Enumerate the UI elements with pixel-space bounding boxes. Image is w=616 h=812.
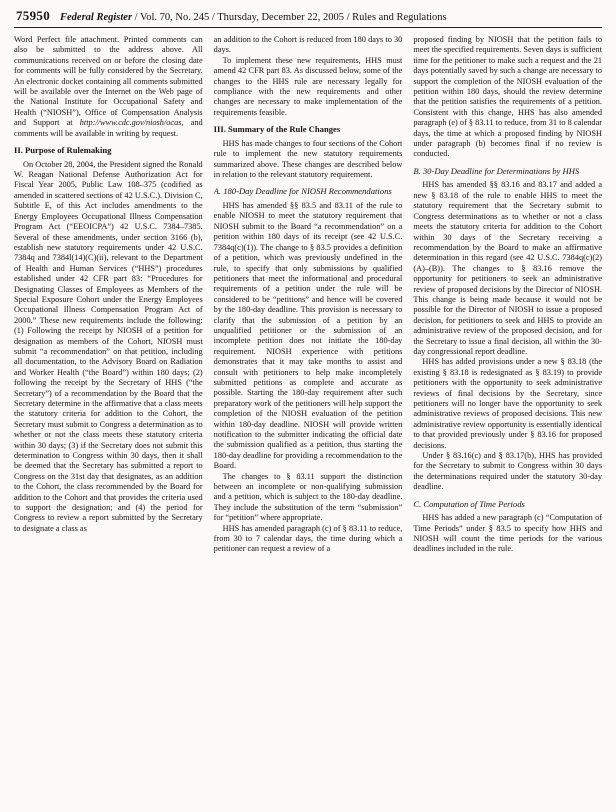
page-number: 75950	[16, 8, 50, 23]
column-1	[14, 35, 203, 812]
body-paragraph: HHS has added a new paragraph (c) “Computation of Time Periods” under § 83.5 to specify how HHS and NIOSH will count the time periods for the various deadlines included in the rule.	[413, 513, 602, 554]
section-heading: C. Computation of Time Periods	[413, 498, 525, 509]
section-heading: III. Summary of the Rule Changes	[213, 124, 341, 135]
body-paragraph: The changes to § 83.11 support the distinction between an incomplete or non-qualifying submission and a petition, which is subject to the 180-day deadline. They include the substitution of the term “submission” for “petition” where appropriate.	[213, 471, 403, 523]
body-paragraph: HHS has made changes to four sections of the Cohort rule to implement the new statutory requirements summarized above. These changes are described below in relation to the relevant statutory requirement.	[213, 138, 403, 180]
section-heading: B. 30-Day Deadline for Determinations by HHS	[413, 165, 580, 176]
body-paragraph: To implement these new requirements, HHS must amend 42 CFR part 83. As discussed below, some of the changes to the HHS rule are necessary legally for compliance with the new requirements and other changes are necessary to make implementation of the requirements feasible.	[213, 55, 403, 117]
body-paragraph: Under § 83.16(c) and § 83.17(b), HHS has provided for the Secretary to submit to Congress within 30 days the determinations required under the statutory 30-day deadline.	[413, 451, 602, 492]
body-paragraph: HHS has amended paragraph (c) of § 83.11 to reduce, from 30 to 7 calendar days, the time during which a petitioner can request a review of a	[213, 523, 403, 554]
column-3	[413, 35, 602, 812]
column-2	[214, 35, 403, 812]
journal-issue-info: / Vol. 70, No. 245 / Thursday, December 22, 2005 / Rules and Regulations	[132, 12, 447, 23]
header-rule	[14, 27, 602, 28]
body-paragraph: HHS has added provisions under a new § 83.18 (the existing § 83.18 is redesignated as § 83.19) to provide petitioners with the opportunity to seek administrative reviews of final decisions by the Secretary, since petitioners will no longer have the opportunity to seek administrative reviews of proposed decisions. This new administrative review opportunity is essentially identical to that provided previously under § 83.16 for proposed decisions.	[413, 357, 602, 450]
body-paragraph: HHS has amended §§ 83.5 and 83.11 of the rule to enable NIOSH to meet the statutory requirement that NIOSH submit to the Board “a recommendation” on a petition within 180 days of its receipt (see 42 U.S.C. 7384q(c)(1)). The change to § 83.5 provides a definition of a petition, which was previously undefined in the rule, to specify that only submissions by qualified petitioners that meet the informational and procedural requirements of a petition under the rule will be considered to be “petitions” and hence will be covered by the 180-day deadline. This provision is necessary to clarify that the submission of a petition by an unqualified petitioner or the submission of an incomplete petition does not initiate the 180-day requirement. NIOSH experience with petitions demonstrates that it may take months to assist and consult with petitioners to help make incompletely submitted petitions as complete and accurate as possible. Starting the 180-day requirement after such preparatory work of the petitioners will help support the completion of the NIOSH evaluation of the petition within 180-day deadline. NIOSH will provide written notification to the submitter indicating the official date the submission qualified as a petition, thus starting the 180-day deadline for providing a recommendation to the Board.	[213, 201, 403, 471]
section-heading: II. Purpose of Rulemaking	[14, 145, 112, 156]
body-paragraph: HHS has amended §§ 83.16 and 83.17 and added a new § 83.18 of the rule to enable HHS to meet the statutory requirement that the Secretary submit to Congress determinations as to whether or not a class meets the statutory criteria for addition to the Cohort within 30 days of the Secretary receiving a recommendation by the Board to make an affirmative determination in this regard (see 42 U.S.C. 7384q(c)(2)(A)–(B)). The changes to § 83.16 remove the opportunity for petitioners to seek an administrative review of proposed decisions by the Director of NIOSH. This change is being made because it would not be possible for the Director of NIOSH to issue a proposed decision, for petitioners to seek and HHS to provide an administrative review of the proposed decision, and for the Secretary to issue a final decision, all within the 30-day congressional report deadline.	[413, 180, 602, 356]
journal-title-line	[60, 12, 447, 23]
body-paragraph: proposed finding by NIOSH that the petition fails to meet the specified requirements. Seven days is sufficient time for the petitioner to make such a request and the 21 days potentially saved by such a change are necessary to support the completion of the NIOSH evaluation of the petition within 180 days, should the review determine that the petition satisfies the requirements of a petition. Consistent with this change, HHS has also amended paragraph (e) of § 83.11 to reduce, from 31 to 8 calendar days, the time at which a proposed finding by NIOSH under paragraph (b) becomes final if no review is conducted.	[413, 35, 602, 159]
page-header	[14, 8, 602, 27]
body-paragraph: an addition to the Cohort is reduced from 180 days to 30 days.	[213, 35, 403, 55]
url-text: http://www.cdc.gov/niosh/ocas	[79, 118, 182, 128]
journal-name: Federal Register	[60, 12, 133, 23]
text-columns	[14, 35, 602, 812]
body-paragraph: On October 28, 2004, the President signed the Ronald W. Reagan National Defense Authorization Act for Fiscal Year 2005, Public Law 108–375 (codified as amended in scattered sections of 42 U.S.C.). Division C, Subtitle E, of this Act includes amendments to the Energy Employees Occupational Illness Compensation Program Act (“EEOICPA”) 42 U.S.C. 7384–7385. Several of these amendments, under section 3166 (b), establish new statutory requirements under 42 U.S.C. 7384q and 7384l(14)(C)(ii), relevant to the Department of Health and Human Services (“HHS”) procedures established under 42 CFR part 83: “Procedures for Designating Classes of Employees as Members of the Special Exposure Cohort under the Energy Employees Occupational Illness Compensation Program Act of 2000.” These new requirements include the following: (1) Following the receipt by NIOSH of a petition for designation as members of the Cohort, NIOSH must submit “a recommendation” on that petition, including all documentation, to the Advisory Board on Radiation and Worker Health (“the Board”) within 180 days; (2) following the receipt by the Secretary of HHS (“the Secretary”) of a recommendation by the Board that the Secretary determine in the affirmative that a class meets the statutory criteria for addition to the Cohort, the Secretary must submit to Congress a determination as to whether or not the class meets these statutory criteria within 30 days; (3) if the Secretary does not submit this determination to Congress within 30 days, then it shall be deemed that the Secretary has submitted a report to Congress on the 31st day that designates, as an addition to the Cohort, the class recommended by the Board for addition to the Cohort and that provides the criteria used to support the designation; and (4) the period for Congress to review a report submitted by the Secretary to designate a class as	[14, 159, 203, 533]
body-paragraph: Word Perfect file attachment. Printed comments can also be submitted to the address above. All communications received on or before the closing date for comments will be fully considered by the Secretary. An electronic docket containing all comments submitted will be available over the Internet on the Web page of the National Institute for Occupational Safety and Health (“NIOSH”), Office of Compensation Analysis and Support at http://www.cdc.gov/niosh/ocas, and comments will be available in writing by request.	[14, 35, 203, 138]
section-heading: A. 180-Day Deadline for NIOSH Recommendations	[213, 186, 392, 197]
